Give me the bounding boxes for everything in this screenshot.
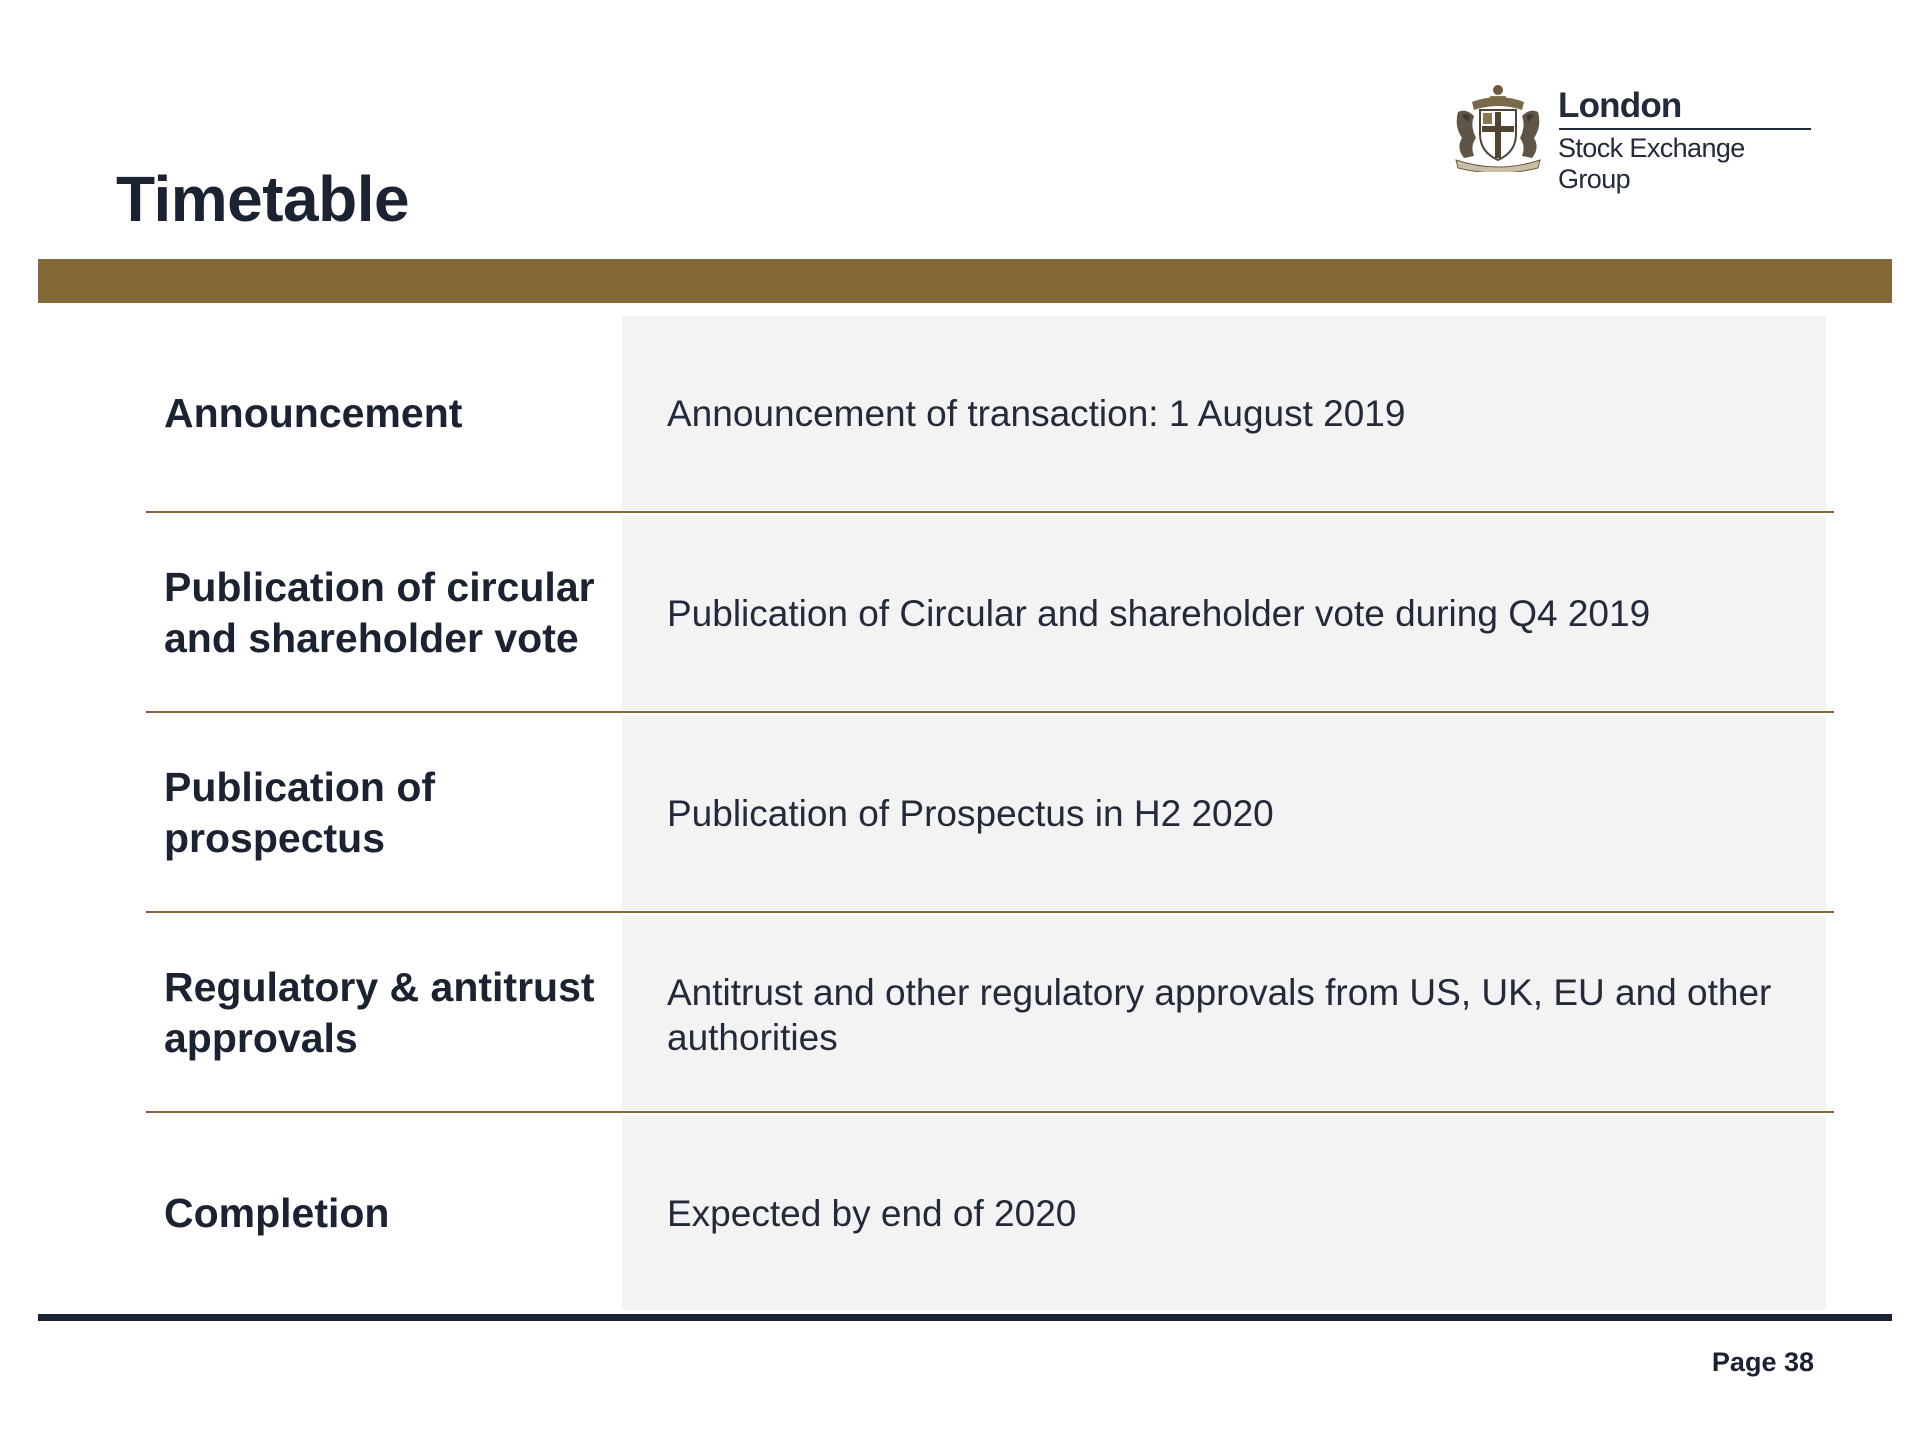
row-description: Expected by end of 2020: [667, 1192, 1077, 1234]
coat-of-arms-crest-icon: [1452, 82, 1544, 172]
header-accent-bar: [38, 259, 1892, 303]
timetable-row: [146, 316, 1834, 516]
row-description: Antitrust and other regulatory approvals from US, UK, EU and other authorities: [667, 972, 1772, 1058]
timetable-row: [146, 716, 1834, 916]
timetable: [146, 316, 1834, 1316]
row-description: Publication of Prospectus in H2 2020: [667, 792, 1274, 834]
timetable-row: [146, 516, 1834, 716]
row-divider: [146, 711, 1834, 713]
row-label: Publication of prospectus: [164, 764, 436, 861]
row-divider: [146, 511, 1834, 513]
lseg-logo: [1452, 82, 1812, 194]
footer-divider: [38, 1314, 1892, 1321]
logo-wordmark-group: Stock Exchange Group: [1558, 133, 1745, 194]
logo-wordmark-london: London: [1558, 86, 1682, 125]
row-divider: [146, 1111, 1834, 1113]
row-label: Publication of circular and shareholder vote: [164, 564, 595, 661]
row-label: Completion: [164, 1189, 390, 1236]
row-description: Announcement of transaction: 1 August 2019: [667, 392, 1406, 434]
logo-divider: [1559, 128, 1811, 130]
row-label: Regulatory & antitrust approvals: [164, 964, 595, 1061]
timetable-row: [146, 916, 1834, 1116]
page-number: Page 38: [1711, 1347, 1814, 1377]
page-title: Timetable: [116, 163, 410, 235]
row-label: Announcement: [164, 389, 463, 436]
timetable-row: [146, 1116, 1834, 1316]
row-divider: [146, 911, 1834, 913]
row-description: Publication of Circular and shareholder vote during Q4 2019: [667, 592, 1651, 634]
